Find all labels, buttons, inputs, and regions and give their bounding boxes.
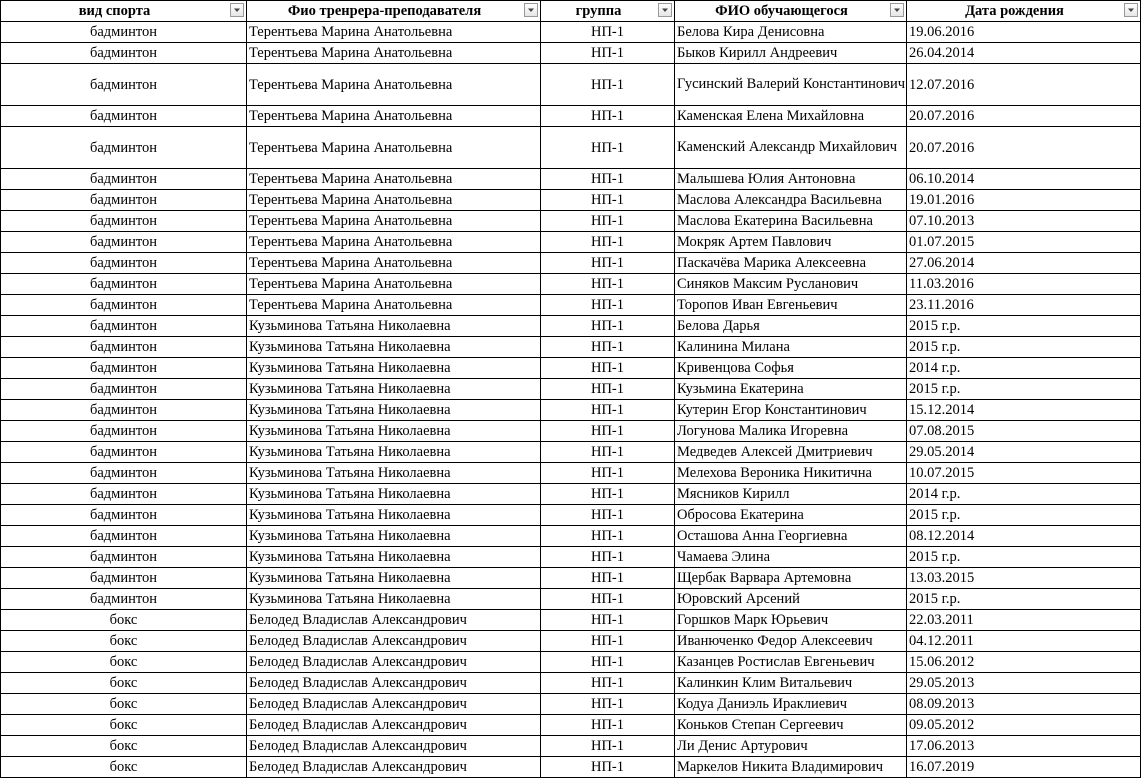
table-row xyxy=(1,400,1141,421)
group-cell[interactable]: НП-1 xyxy=(541,505,675,526)
table-row xyxy=(1,631,1141,652)
sport-cell[interactable]: бокс xyxy=(1,736,247,757)
student-cell[interactable]: Кодуа Даниэль Ираклиевич xyxy=(675,694,907,715)
group-cell[interactable]: НП-1 xyxy=(541,253,675,274)
table-row xyxy=(1,736,1141,757)
header-sport-label: вид спорта xyxy=(78,3,151,19)
birth-date-cell[interactable]: 2015 г.р. xyxy=(907,337,1141,358)
table-row xyxy=(1,484,1141,505)
coach-cell[interactable]: Кузьминова Татьяна Николаевна xyxy=(247,505,541,526)
student-cell[interactable]: Казанцев Ростислав Евгеньевич xyxy=(675,652,907,673)
table-row xyxy=(1,43,1141,64)
coach-cell[interactable]: Кузьминова Татьяна Николаевна xyxy=(247,337,541,358)
student-cell[interactable]: Мокряк Артем Павлович xyxy=(675,232,907,253)
coach-cell[interactable]: Кузьминова Татьяна Николаевна xyxy=(247,316,541,337)
group-cell[interactable]: НП-1 xyxy=(541,127,675,169)
birth-date-cell[interactable]: 26.04.2014 xyxy=(907,43,1141,64)
student-cell[interactable]: Маркелов Никита Владимирович xyxy=(675,757,907,778)
sport-cell[interactable]: бадминтон xyxy=(1,106,247,127)
table-row xyxy=(1,526,1141,547)
group-cell[interactable]: НП-1 xyxy=(541,568,675,589)
group-cell[interactable]: НП-1 xyxy=(541,169,675,190)
table-row xyxy=(1,652,1141,673)
sport-cell[interactable]: бадминтон xyxy=(1,400,247,421)
birth-date-cell[interactable]: 17.06.2013 xyxy=(907,736,1141,757)
table-row xyxy=(1,757,1141,778)
student-cell[interactable]: Медведев Алексей Дмитриевич xyxy=(675,442,907,463)
birth-date-cell[interactable]: 01.07.2015 xyxy=(907,232,1141,253)
coach-cell[interactable]: Белодед Владислав Александрович xyxy=(247,715,541,736)
coach-cell[interactable]: Терентьева Марина Анатольевна xyxy=(247,190,541,211)
sport-cell[interactable]: бадминтон xyxy=(1,442,247,463)
student-cell[interactable]: Юровский Арсений xyxy=(675,589,907,610)
coach-cell[interactable]: Кузьминова Татьяна Николаевна xyxy=(247,442,541,463)
student-cell[interactable]: Быков Кирилл Андреевич xyxy=(675,43,907,64)
group-cell[interactable]: НП-1 xyxy=(541,631,675,652)
birth-date-cell[interactable]: 04.12.2011 xyxy=(907,631,1141,652)
table-row xyxy=(1,694,1141,715)
sport-cell[interactable]: бокс xyxy=(1,673,247,694)
sport-cell[interactable]: бадминтон xyxy=(1,463,247,484)
group-cell[interactable]: НП-1 xyxy=(541,274,675,295)
table-row xyxy=(1,64,1141,106)
sport-cell[interactable]: бадминтон xyxy=(1,43,247,64)
coach-cell[interactable]: Белодед Владислав Александрович xyxy=(247,757,541,778)
group-cell[interactable]: НП-1 xyxy=(541,64,675,106)
sport-cell[interactable]: бокс xyxy=(1,694,247,715)
student-cell[interactable]: Мясников Кирилл xyxy=(675,484,907,505)
table-row xyxy=(1,547,1141,568)
coach-cell[interactable]: Кузьминова Татьяна Николаевна xyxy=(247,379,541,400)
birth-date-cell[interactable]: 08.12.2014 xyxy=(907,526,1141,547)
group-cell[interactable]: НП-1 xyxy=(541,442,675,463)
group-cell[interactable]: НП-1 xyxy=(541,379,675,400)
sport-cell[interactable]: бадминтон xyxy=(1,547,247,568)
table-row xyxy=(1,337,1141,358)
group-cell[interactable]: НП-1 xyxy=(541,421,675,442)
student-cell[interactable]: Калинкин Клим Витальевич xyxy=(675,673,907,694)
birth-date-cell[interactable]: 12.07.2016 xyxy=(907,64,1141,106)
sport-cell[interactable]: бокс xyxy=(1,631,247,652)
student-cell[interactable]: Горшков Марк Юрьевич xyxy=(675,610,907,631)
table-row xyxy=(1,421,1141,442)
sport-cell[interactable]: бадминтон xyxy=(1,253,247,274)
sport-cell[interactable]: бадминтон xyxy=(1,295,247,316)
sport-cell[interactable]: бадминтон xyxy=(1,379,247,400)
birth-date-cell[interactable]: 07.10.2013 xyxy=(907,211,1141,232)
group-cell[interactable]: НП-1 xyxy=(541,106,675,127)
coach-cell[interactable]: Терентьева Марина Анатольевна xyxy=(247,253,541,274)
coach-cell[interactable]: Кузьминова Татьяна Николаевна xyxy=(247,421,541,442)
group-cell[interactable]: НП-1 xyxy=(541,484,675,505)
sport-cell[interactable]: бадминтон xyxy=(1,568,247,589)
birth-date-cell[interactable]: 2015 г.р. xyxy=(907,589,1141,610)
group-cell[interactable]: НП-1 xyxy=(541,190,675,211)
table-row xyxy=(1,568,1141,589)
birth-date-cell[interactable]: 06.10.2014 xyxy=(907,169,1141,190)
coach-cell[interactable]: Белодед Владислав Александрович xyxy=(247,652,541,673)
student-cell[interactable]: Маслова Екатерина Васильевна xyxy=(675,211,907,232)
birth-date-cell[interactable]: 09.05.2012 xyxy=(907,715,1141,736)
coach-cell[interactable]: Белодед Владислав Александрович xyxy=(247,673,541,694)
birth-date-cell[interactable]: 15.12.2014 xyxy=(907,400,1141,421)
birth-date-cell[interactable]: 20.07.2016 xyxy=(907,106,1141,127)
coach-cell[interactable]: Терентьева Марина Анатольевна xyxy=(247,211,541,232)
birth-date-cell[interactable]: 19.06.2016 xyxy=(907,22,1141,43)
group-cell[interactable]: НП-1 xyxy=(541,736,675,757)
birth-date-cell[interactable]: 27.06.2014 xyxy=(907,253,1141,274)
group-cell[interactable]: НП-1 xyxy=(541,295,675,316)
student-cell[interactable]: Калинина Милана xyxy=(675,337,907,358)
group-cell[interactable]: НП-1 xyxy=(541,673,675,694)
sport-cell[interactable]: бадминтон xyxy=(1,64,247,106)
student-cell[interactable]: Белова Кира Денисовна xyxy=(675,22,907,43)
student-cell[interactable]: Осташова Анна Георгиевна xyxy=(675,526,907,547)
sport-cell[interactable]: бадминтон xyxy=(1,22,247,43)
sport-cell[interactable]: бадминтон xyxy=(1,274,247,295)
coach-cell[interactable]: Белодед Владислав Александрович xyxy=(247,610,541,631)
table-row xyxy=(1,505,1141,526)
sport-cell[interactable]: бадминтон xyxy=(1,526,247,547)
header-student xyxy=(675,1,907,22)
sport-cell[interactable]: бадминтон xyxy=(1,505,247,526)
sport-cell[interactable]: бадминтон xyxy=(1,211,247,232)
group-cell[interactable]: НП-1 xyxy=(541,715,675,736)
filter-dropdown-icon[interactable] xyxy=(230,3,244,17)
birth-date-cell[interactable]: 29.05.2013 xyxy=(907,673,1141,694)
sport-cell[interactable]: бокс xyxy=(1,652,247,673)
coach-cell[interactable]: Кузьминова Татьяна Николаевна xyxy=(247,484,541,505)
group-cell[interactable]: НП-1 xyxy=(541,316,675,337)
birth-date-cell[interactable]: 22.03.2011 xyxy=(907,610,1141,631)
student-cell[interactable]: Синяков Максим Русланович xyxy=(675,274,907,295)
table-row xyxy=(1,316,1141,337)
birth-date-cell[interactable]: 10.07.2015 xyxy=(907,463,1141,484)
sport-cell[interactable]: бадминтон xyxy=(1,127,247,169)
birth-date-cell[interactable]: 13.03.2015 xyxy=(907,568,1141,589)
coach-cell[interactable]: Кузьминова Татьяна Николаевна xyxy=(247,463,541,484)
student-cell[interactable]: Обросова Екатерина xyxy=(675,505,907,526)
coach-cell[interactable]: Терентьева Марина Анатольевна xyxy=(247,295,541,316)
birth-date-cell[interactable]: 2015 г.р. xyxy=(907,547,1141,568)
sport-cell[interactable]: бадминтон xyxy=(1,358,247,379)
table-row xyxy=(1,274,1141,295)
student-cell[interactable]: Паскачёва Марика Алексеевна xyxy=(675,253,907,274)
student-cell[interactable]: Маслова Александра Васильевна xyxy=(675,190,907,211)
student-cell[interactable]: Каменский Александр Михайлович xyxy=(675,127,907,169)
group-cell[interactable]: НП-1 xyxy=(541,694,675,715)
sport-cell[interactable]: бадминтон xyxy=(1,169,247,190)
coach-cell[interactable]: Терентьева Марина Анатольевна xyxy=(247,169,541,190)
group-cell[interactable]: НП-1 xyxy=(541,589,675,610)
coach-cell[interactable]: Кузьминова Татьяна Николаевна xyxy=(247,568,541,589)
header-row xyxy=(1,1,1141,22)
coach-cell[interactable]: Кузьминова Татьяна Николаевна xyxy=(247,547,541,568)
student-cell[interactable]: Мелехова Вероника Никитична xyxy=(675,463,907,484)
student-cell[interactable]: Щербак Варвара Артемовна xyxy=(675,568,907,589)
student-cell[interactable]: Кузьмина Екатерина xyxy=(675,379,907,400)
student-cell[interactable]: Кутерин Егор Константинович xyxy=(675,400,907,421)
group-cell[interactable]: НП-1 xyxy=(541,463,675,484)
table-body xyxy=(1,22,1141,778)
table-row xyxy=(1,358,1141,379)
filter-dropdown-icon[interactable] xyxy=(1124,3,1138,17)
birth-date-cell[interactable]: 20.07.2016 xyxy=(907,127,1141,169)
coach-cell[interactable]: Белодед Владислав Александрович xyxy=(247,736,541,757)
header-group xyxy=(541,1,675,22)
sport-cell[interactable]: бокс xyxy=(1,757,247,778)
group-cell[interactable]: НП-1 xyxy=(541,337,675,358)
coach-cell[interactable]: Терентьева Марина Анатольевна xyxy=(247,106,541,127)
sport-cell[interactable]: бадминтон xyxy=(1,421,247,442)
coach-cell[interactable]: Терентьева Марина Анатольевна xyxy=(247,43,541,64)
sport-cell[interactable]: бадминтон xyxy=(1,484,247,505)
table-row xyxy=(1,442,1141,463)
header-sport xyxy=(1,1,247,22)
coach-cell[interactable]: Терентьева Марина Анатольевна xyxy=(247,274,541,295)
coach-cell[interactable]: Кузьминова Татьяна Николаевна xyxy=(247,358,541,379)
birth-date-cell[interactable]: 29.05.2014 xyxy=(907,442,1141,463)
coach-cell[interactable]: Белодед Владислав Александрович xyxy=(247,694,541,715)
group-cell[interactable]: НП-1 xyxy=(541,757,675,778)
coach-cell[interactable]: Белодед Владислав Александрович xyxy=(247,631,541,652)
birth-date-cell[interactable]: 08.09.2013 xyxy=(907,694,1141,715)
group-cell[interactable]: НП-1 xyxy=(541,211,675,232)
table-row xyxy=(1,589,1141,610)
table-row xyxy=(1,379,1141,400)
coach-cell[interactable]: Терентьева Марина Анатольевна xyxy=(247,64,541,106)
header-coach-label: Фио тренрера-преподавателя xyxy=(287,3,482,19)
birth-date-cell[interactable]: 2014 г.р. xyxy=(907,358,1141,379)
birth-date-cell[interactable]: 11.03.2016 xyxy=(907,274,1141,295)
table-row xyxy=(1,673,1141,694)
student-cell[interactable]: Белова Дарья xyxy=(675,316,907,337)
table-row xyxy=(1,190,1141,211)
table-row xyxy=(1,22,1141,43)
table-row xyxy=(1,127,1141,169)
table-row xyxy=(1,106,1141,127)
birth-date-cell[interactable]: 2015 г.р. xyxy=(907,316,1141,337)
student-cell[interactable]: Ли Денис Артурович xyxy=(675,736,907,757)
header-birth xyxy=(907,1,1141,22)
student-cell[interactable]: Каменская Елена Михайловна xyxy=(675,106,907,127)
student-cell[interactable]: Гусинский Валерий Константинович xyxy=(675,64,907,106)
group-cell[interactable]: НП-1 xyxy=(541,610,675,631)
sport-cell[interactable]: бадминтон xyxy=(1,589,247,610)
birth-date-cell[interactable]: 2015 г.р. xyxy=(907,505,1141,526)
group-cell[interactable]: НП-1 xyxy=(541,526,675,547)
group-cell[interactable]: НП-1 xyxy=(541,22,675,43)
table-row xyxy=(1,253,1141,274)
sport-cell[interactable]: бадминтон xyxy=(1,190,247,211)
birth-date-cell[interactable]: 23.11.2016 xyxy=(907,295,1141,316)
table-row xyxy=(1,211,1141,232)
table-row xyxy=(1,232,1141,253)
birth-date-cell[interactable]: 16.07.2019 xyxy=(907,757,1141,778)
header-student-label: ФИО обучающегося xyxy=(715,3,848,19)
group-cell[interactable]: НП-1 xyxy=(541,547,675,568)
student-cell[interactable]: Торопов Иван Евгеньевич xyxy=(675,295,907,316)
group-cell[interactable]: НП-1 xyxy=(541,358,675,379)
header-coach xyxy=(247,1,541,22)
birth-date-cell[interactable]: 2015 г.р. xyxy=(907,379,1141,400)
filter-dropdown-icon[interactable] xyxy=(658,3,672,17)
table-row xyxy=(1,169,1141,190)
birth-date-cell[interactable]: 2014 г.р. xyxy=(907,484,1141,505)
table-row xyxy=(1,295,1141,316)
header-birth-label: Дата рождения xyxy=(965,3,1064,19)
student-cell[interactable]: Кривенцова Софья xyxy=(675,358,907,379)
sport-cell[interactable]: бадминтон xyxy=(1,316,247,337)
student-cell[interactable]: Чамаева Элина xyxy=(675,547,907,568)
table-row xyxy=(1,463,1141,484)
group-cell[interactable]: НП-1 xyxy=(541,652,675,673)
table-row xyxy=(1,610,1141,631)
coach-cell[interactable]: Кузьминова Татьяна Николаевна xyxy=(247,400,541,421)
group-cell[interactable]: НП-1 xyxy=(541,400,675,421)
coach-cell[interactable]: Терентьева Марина Анатольевна xyxy=(247,22,541,43)
birth-date-cell[interactable]: 15.06.2012 xyxy=(907,652,1141,673)
student-cell[interactable]: Логунова Малика Игоревна xyxy=(675,421,907,442)
sport-cell[interactable]: бокс xyxy=(1,715,247,736)
table-row xyxy=(1,715,1141,736)
group-cell[interactable]: НП-1 xyxy=(541,232,675,253)
student-cell[interactable]: Иванюченко Федор Алексеевич xyxy=(675,631,907,652)
filter-dropdown-icon[interactable] xyxy=(524,3,538,17)
coach-cell[interactable]: Кузьминова Татьяна Николаевна xyxy=(247,589,541,610)
coach-cell[interactable]: Терентьева Марина Анатольевна xyxy=(247,232,541,253)
student-cell[interactable]: Коньков Степан Сергеевич xyxy=(675,715,907,736)
group-cell[interactable]: НП-1 xyxy=(541,43,675,64)
student-cell[interactable]: Малышева Юлия Антоновна xyxy=(675,169,907,190)
coach-cell[interactable]: Кузьминова Татьяна Николаевна xyxy=(247,526,541,547)
sport-cell[interactable]: бадминтон xyxy=(1,337,247,358)
sport-cell[interactable]: бокс xyxy=(1,610,247,631)
coach-cell[interactable]: Терентьева Марина Анатольевна xyxy=(247,127,541,169)
filter-dropdown-icon[interactable] xyxy=(890,3,904,17)
birth-date-cell[interactable]: 07.08.2015 xyxy=(907,421,1141,442)
sport-cell[interactable]: бадминтон xyxy=(1,232,247,253)
header-group-label: группа xyxy=(575,3,622,19)
birth-date-cell[interactable]: 19.01.2016 xyxy=(907,190,1141,211)
